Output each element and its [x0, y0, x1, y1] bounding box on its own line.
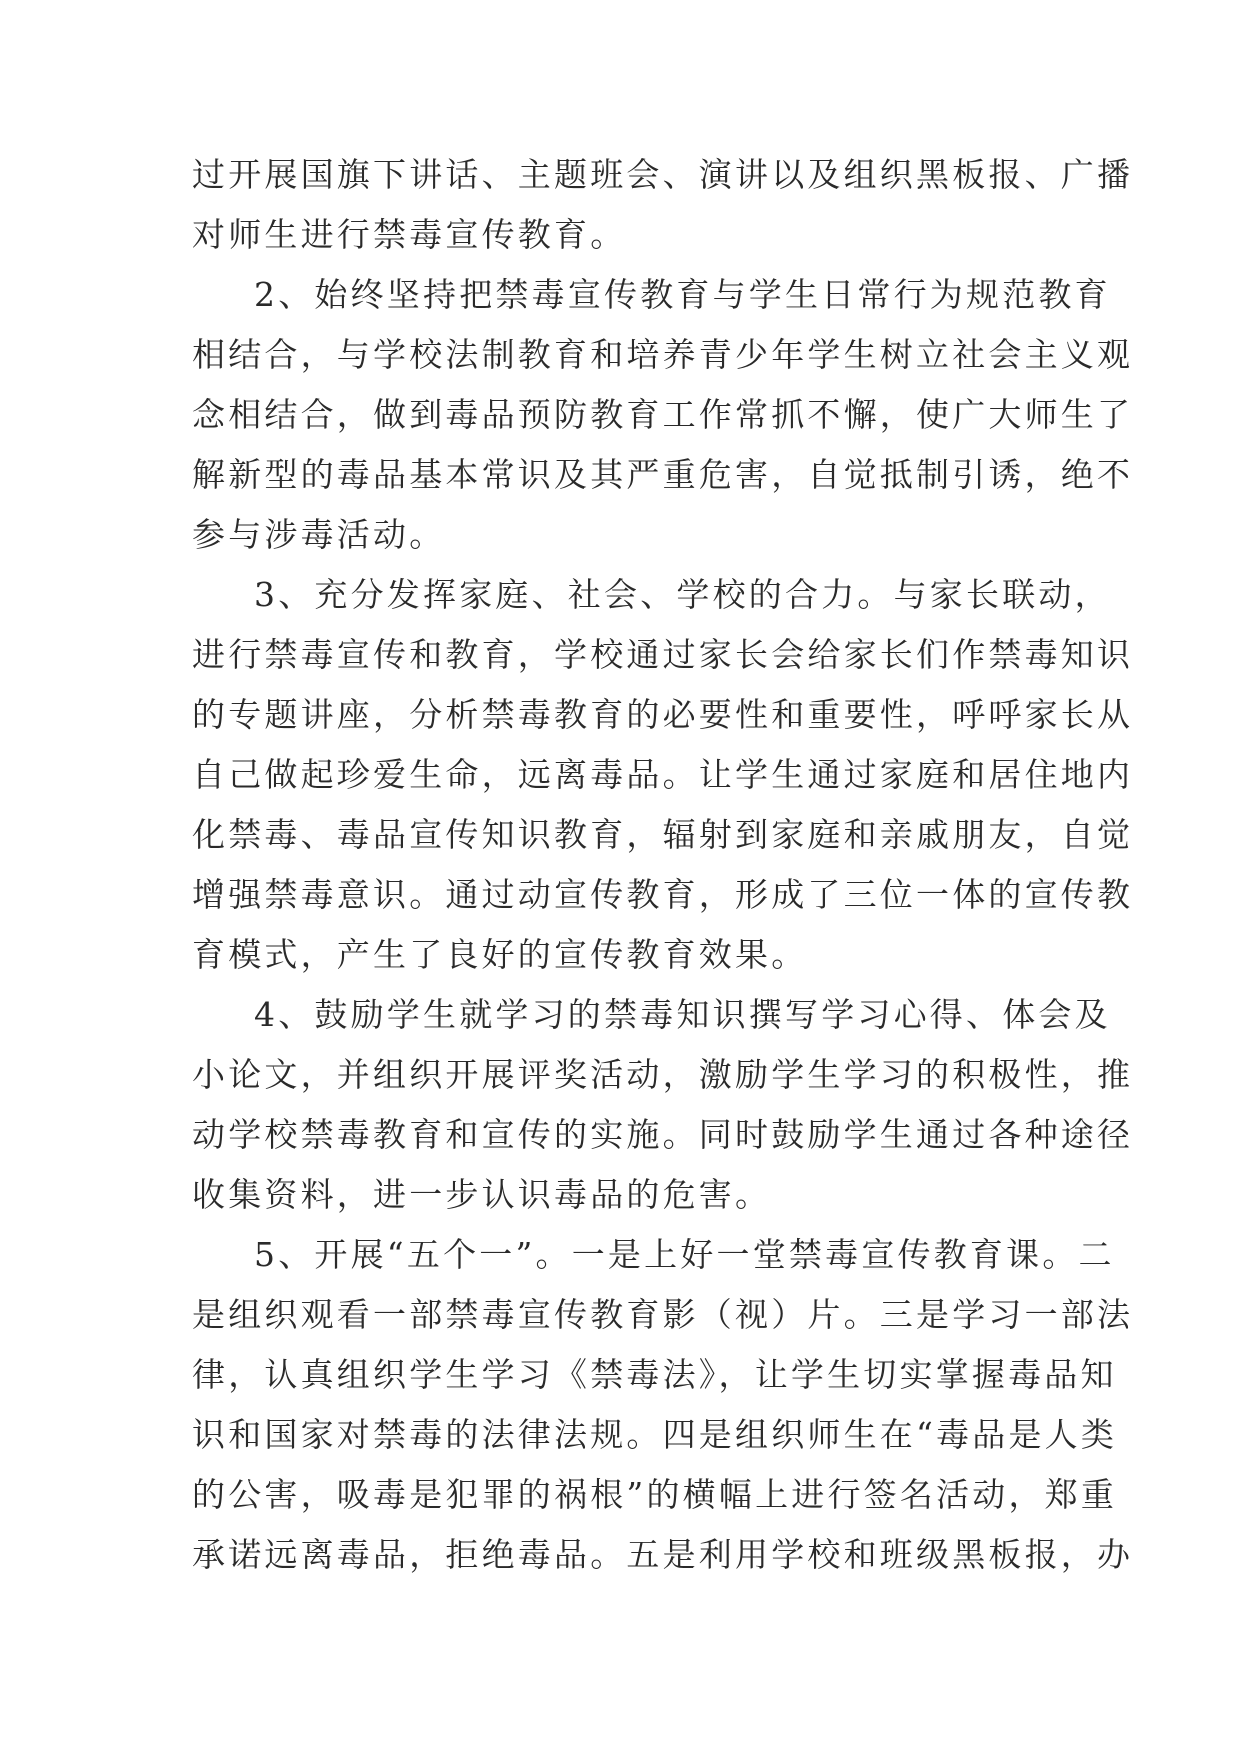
text-line: 是组织观看一部禁毒宣传教育影（视）片。三是学习一部法: [192, 1295, 1134, 1334]
text-line: 的专题讲座，分析禁毒教育的必要性和重要性，呼呼家长从: [192, 695, 1134, 734]
text-line: 过开展国旗下讲话、主题班会、演讲以及组织黑板报、广播: [192, 155, 1134, 194]
text-line: 育模式，产生了良好的宣传教育效果。: [192, 935, 808, 974]
paragraph-start-line: 5、开展“五个一”。一是上好一堂禁毒宣传教育课。二: [254, 1235, 1115, 1274]
text-line: 自己做起珍爱生命，远离毒品。让学生通过家庭和居住地内: [192, 755, 1134, 794]
text-line: 相结合，与学校法制教育和培养青少年学生树立社会主义观: [192, 335, 1134, 374]
paragraph-start-line: 2、始终坚持把禁毒宣传教育与学生日常行为规范教育: [254, 275, 1111, 314]
paragraph-start-line: 4、鼓励学生就学习的禁毒知识撰写学习心得、体会及: [254, 995, 1111, 1034]
text-line: 参与涉毒活动。: [192, 515, 446, 554]
text-line: 小论文，并组织开展评奖活动，激励学生学习的积极性，推: [192, 1055, 1134, 1094]
text-line: 承诺远离毒品，拒绝毒品。五是利用学校和班级黑板报，办: [192, 1535, 1134, 1574]
text-line: 念相结合，做到毒品预防教育工作常抓不懈，使广大师生了: [192, 395, 1134, 434]
text-line: 解新型的毒品基本常识及其严重危害，自觉抵制引诱，绝不: [192, 455, 1134, 494]
text-line: 识和国家对禁毒的法律法规。四是组织师生在“毒品是人类: [192, 1415, 1118, 1454]
text-line: 化禁毒、毒品宣传知识教育，辐射到家庭和亲戚朋友，自觉: [192, 815, 1134, 854]
paragraph-start-line: 3、充分发挥家庭、社会、学校的合力。与家长联动，: [254, 575, 1111, 614]
text-line: 的公害，吸毒是犯罪的祸根”的横幅上进行签名活动，郑重: [192, 1475, 1118, 1514]
text-line: 进行禁毒宣传和教育，学校通过家长会给家长们作禁毒知识: [192, 635, 1134, 674]
text-line: 律，认真组织学生学习《禁毒法》，让学生切实掌握毒品知: [192, 1355, 1117, 1394]
text-line: 动学校禁毒教育和宣传的实施。同时鼓励学生通过各种途径: [192, 1115, 1134, 1154]
text-line: 增强禁毒意识。通过动宣传教育，形成了三位一体的宣传教: [192, 875, 1134, 914]
text-line: 对师生进行禁毒宣传教育。: [192, 215, 627, 254]
text-line: 收集资料，进一步认识毒品的危害。: [192, 1175, 772, 1214]
